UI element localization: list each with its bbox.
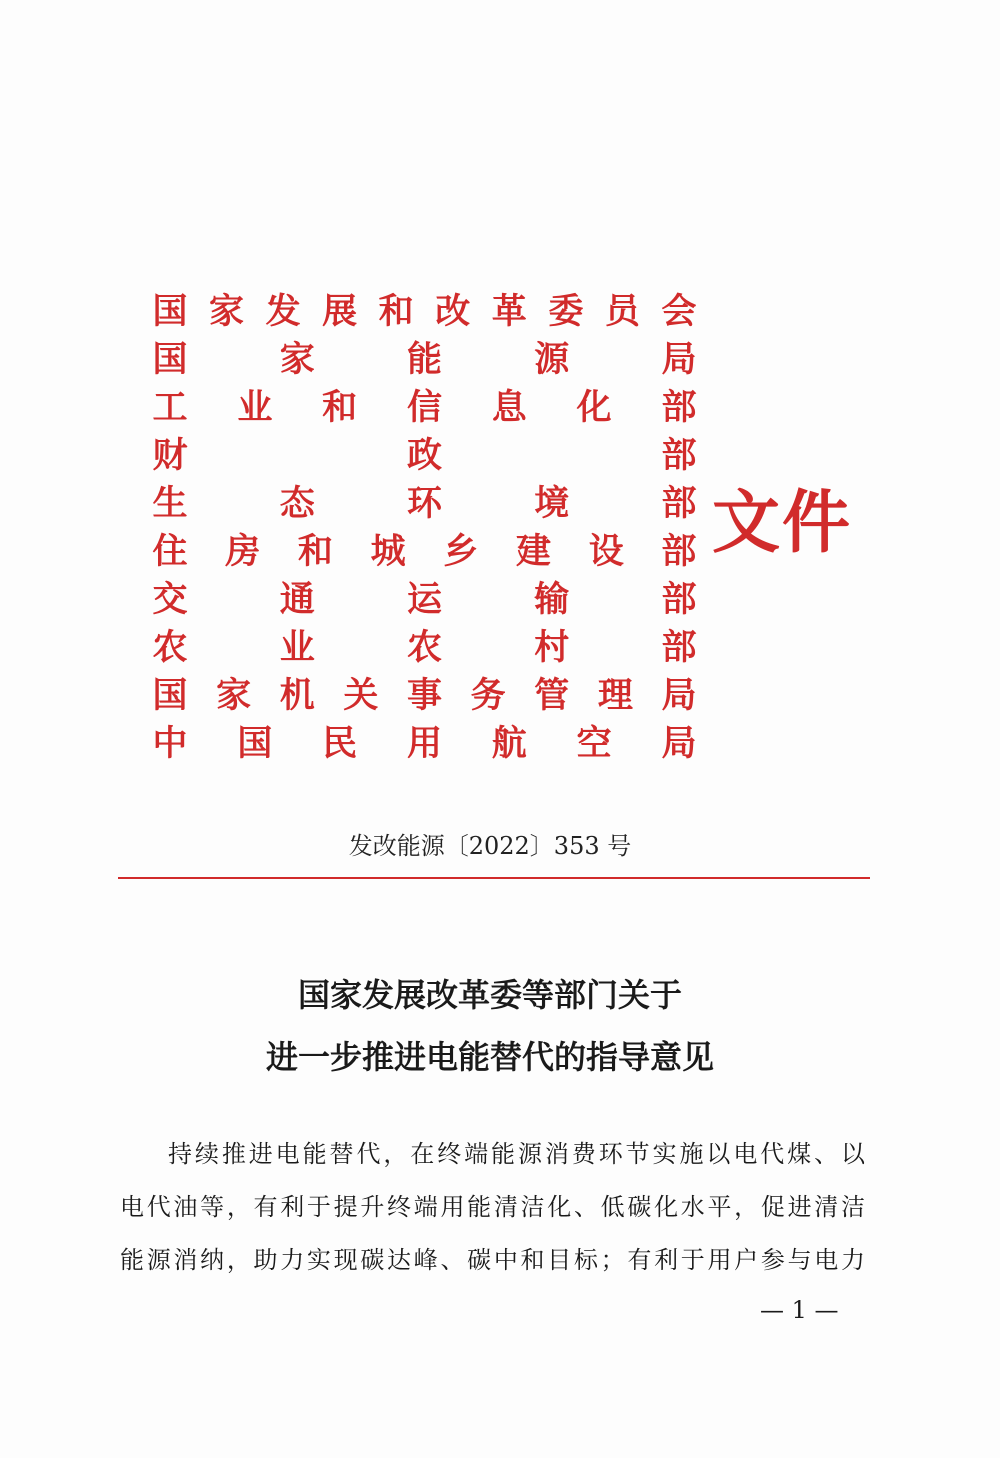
agency-char: 部 [661,627,697,668]
agency-char: 机 [279,675,315,716]
agency-row [152,480,697,528]
agency-char: 家 [209,291,245,332]
agency-char: 城 [370,531,406,572]
body-line: 能源消纳，助力实现碳达峰、碳中和目标；有利于用户参与电力 [120,1246,865,1274]
title-line-2: 进一步推进电能替代的指导意见 [265,1038,714,1076]
agency-char: 运 [406,579,442,620]
issuing-agencies [152,288,697,768]
agency-char: 革 [491,291,527,332]
document-number: 发改能源〔2022〕353 号 [348,832,632,860]
agency-char: 交 [152,579,188,620]
agency-char: 家 [216,675,252,716]
agency-char: 输 [534,579,570,620]
agency-char: 关 [343,675,379,716]
agency-char: 农 [152,627,188,668]
agency-char: 和 [297,531,333,572]
agency-row [152,528,697,576]
agency-char: 息 [491,387,527,428]
agency-char: 建 [516,531,552,572]
agency-char: 务 [470,675,506,716]
agency-char: 家 [279,339,315,380]
agency-char: 国 [237,723,273,764]
agency-char: 部 [661,531,697,572]
agency-char: 通 [279,579,315,620]
agency-row [152,336,697,384]
agency-char: 工 [152,387,188,428]
agency-char: 房 [225,531,261,572]
agency-char: 环 [406,483,442,524]
agency-char: 能 [406,339,442,380]
agency-char: 局 [661,339,697,380]
document-title [0,964,980,1088]
agency-char: 会 [661,291,697,332]
agency-char: 化 [576,387,612,428]
agency-char: 国 [152,675,188,716]
agency-char: 态 [279,483,315,524]
agency-row [152,576,697,624]
agency-char: 事 [406,675,442,716]
agency-char: 乡 [443,531,479,572]
agency-char: 空 [576,723,612,764]
header-divider-line [118,877,870,879]
agency-char: 住 [152,531,188,572]
agency-row [152,288,697,336]
agency-row [152,384,697,432]
agency-char: 业 [279,627,315,668]
agency-char: 航 [491,723,527,764]
agency-char: 和 [322,387,358,428]
agency-char: 境 [534,483,570,524]
body-paragraph [120,1128,865,1287]
agency-char: 中 [152,723,188,764]
agency-char: 理 [597,675,633,716]
body-line: 电代油等，有利于提升终端用能清洁化、低碳化水平，促进清洁 [120,1193,865,1221]
agency-char: 源 [534,339,570,380]
agency-char: 用 [406,723,442,764]
agency-char: 员 [604,291,640,332]
title-line-1: 国家发展改革委等部门关于 [297,976,682,1014]
agency-char: 管 [534,675,570,716]
agency-char: 财 [152,435,188,476]
agency-char: 展 [322,291,358,332]
agency-char: 局 [661,723,697,764]
agency-char: 部 [661,483,697,524]
agency-char: 信 [406,387,442,428]
document-type-label: 文件 [712,483,853,563]
agency-char: 局 [661,675,697,716]
agency-char: 和 [378,291,414,332]
agency-row [152,624,697,672]
agency-char: 农 [406,627,442,668]
page-number: — 1 — [760,1296,839,1324]
agency-char: 国 [152,291,188,332]
agency-char: 部 [661,435,697,476]
agency-char: 国 [152,339,188,380]
agency-char: 委 [548,291,584,332]
agency-char: 设 [588,531,624,572]
agency-char: 部 [661,579,697,620]
agency-row [152,672,697,720]
agency-char: 改 [435,291,471,332]
agency-char: 民 [322,723,358,764]
body-line: 持续推进电能替代，在终端能源消费环节实施以电代煤、以 [168,1140,865,1168]
agency-char: 业 [237,387,273,428]
agency-char: 生 [152,483,188,524]
agency-char: 村 [534,627,570,668]
agency-char: 政 [406,435,442,476]
agency-row [152,432,697,480]
agency-char: 部 [661,387,697,428]
agency-row [152,720,697,768]
agency-char: 发 [265,291,301,332]
